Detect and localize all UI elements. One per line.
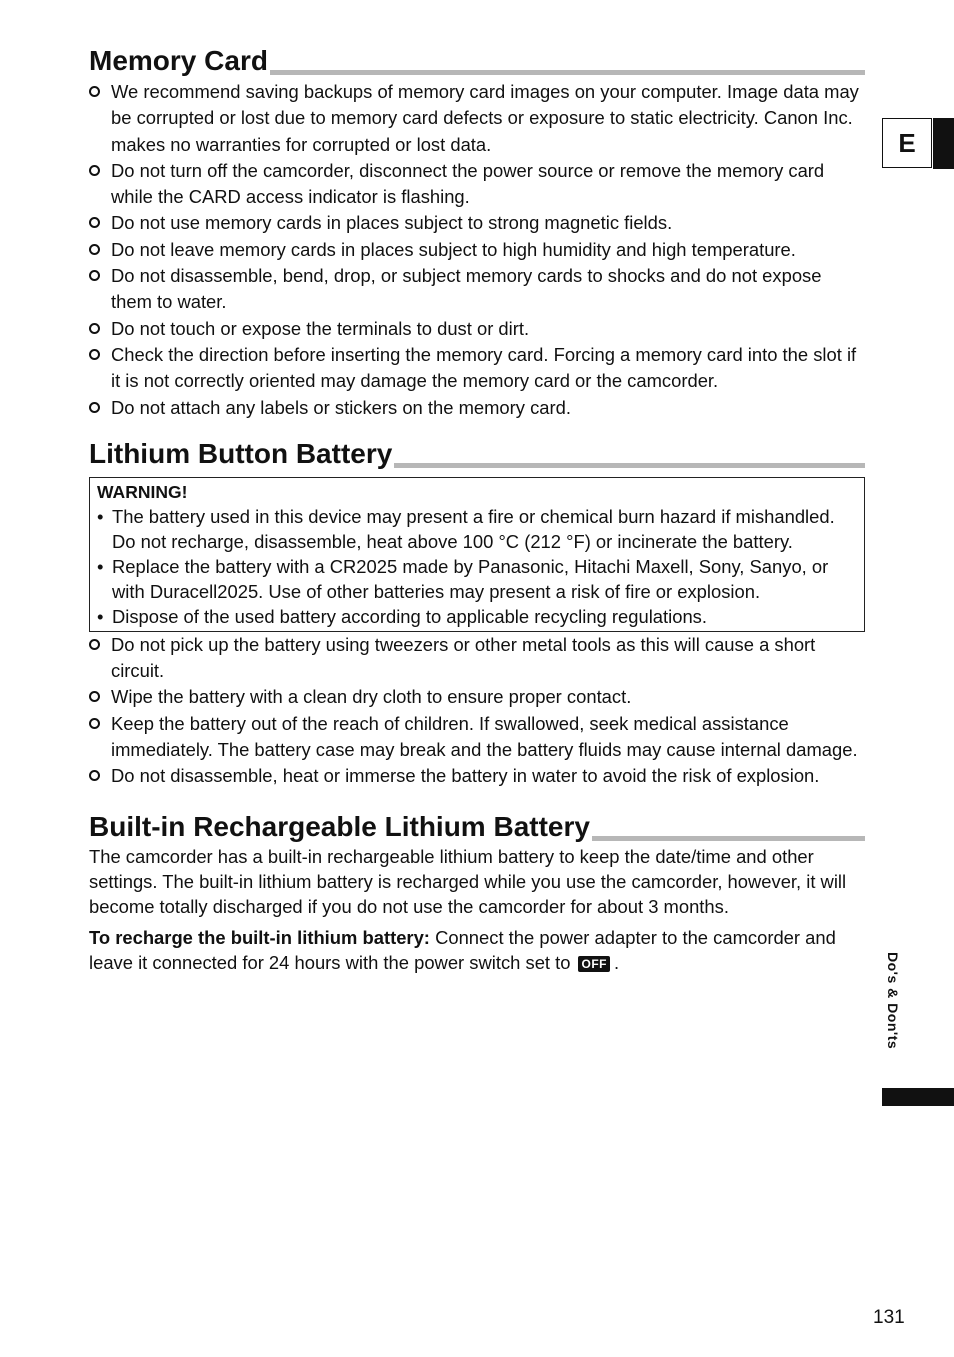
builtin-battery-paragraph: The camcorder has a built-in rechargeable lithium battery to keep the date/time and other settings. The built-in lithium battery is recharged while you use the camcorder, however, it will become totally discharged if you do not use the camcorder for about 3 months.: [89, 845, 847, 917]
warning-list: [97, 504, 856, 629]
list-item: Do not touch or expose the terminals to dust or dirt.: [89, 316, 865, 342]
recharge-text: Connect the power adapter to the camcorder and leave it connected for 24 hours with the power switch set to: [89, 926, 836, 973]
circle-bullet-icon: [89, 639, 100, 650]
list-item: Do not pick up the battery using tweezers or other metal tools as this will cause a short circuit.: [89, 632, 865, 685]
memory-card-list: [89, 79, 865, 421]
lithium-button-battery-heading: Lithium Button Battery: [89, 437, 865, 471]
list-item: Do not disassemble, heat or immerse the battery in water to avoid the risk of explosion.: [89, 763, 865, 789]
list-item: • Replace the battery with a CR2025 made by Panasonic, Hitachi Maxell, Sony, Sanyo, or with Duracell2025. Use of other batteries may present a risk of fire or explosion.: [97, 555, 829, 602]
circle-bullet-icon: [89, 691, 100, 702]
list-item: Keep the battery out of the reach of children. If swallowed, seek medical assistance immediately. The battery case may break and the battery fluids may cause internal damage.: [89, 711, 865, 764]
circle-bullet-icon: [89, 770, 100, 781]
list-item: We recommend saving backups of memory card images on your computer. Image data may be corrupted or lost due to memory card defects or exposure to static electricity. Canon Inc. makes no warranties for corrupted or lost data.: [89, 79, 865, 158]
bullet-dot: •: [97, 555, 104, 577]
period: .: [613, 951, 620, 973]
list-item: • The battery used in this device may present a fire or chemical burn hazard if mishandled. Do not recharge, disassemble, heat above 100 °C (212 °F) or incinerate the battery.: [97, 505, 835, 552]
lithium-button-list: [89, 632, 865, 790]
list-item: Do not leave memory cards in places subject to high humidity and high temperature.: [89, 237, 865, 263]
language-tab-letter: E: [882, 118, 932, 168]
bullet-dot: •: [97, 505, 104, 527]
list-item: Do not attach any labels or stickers on the memory card.: [89, 395, 865, 421]
circle-bullet-icon: [89, 165, 100, 176]
memory-card-heading: Memory Card: [89, 44, 865, 78]
list-item: • Dispose of the used battery according to applicable recycling regulations.: [97, 605, 707, 627]
circle-bullet-icon: [89, 86, 100, 97]
circle-bullet-icon: [89, 402, 100, 413]
list-item: Wipe the battery with a clean dry cloth to ensure proper contact.: [89, 684, 865, 710]
language-tab: [882, 118, 954, 168]
circle-bullet-icon: [89, 718, 100, 729]
circle-bullet-icon: [89, 244, 100, 255]
page-number: 131: [873, 1307, 905, 1328]
list-item: Check the direction before inserting the memory card. Forcing a memory card into the slot if it is not correctly oriented may damage the memory card or the camcorder.: [89, 342, 865, 395]
builtin-battery-heading: Built-in Rechargeable Lithium Battery: [89, 810, 865, 844]
circle-bullet-icon: [89, 323, 100, 334]
bullet-dot: •: [97, 605, 104, 627]
tab-bar: [933, 118, 954, 169]
warning-title: WARNING!: [97, 481, 188, 502]
list-item: Do not use memory cards in places subject to strong magnetic fields.: [89, 210, 865, 236]
circle-bullet-icon: [89, 217, 100, 228]
section-side-label: Do's & Don'ts: [885, 952, 901, 1050]
list-item: Do not disassemble, bend, drop, or subject memory cards to shocks and do not expose them to water.: [89, 263, 865, 316]
circle-bullet-icon: [89, 270, 100, 281]
warning-box: [89, 477, 865, 632]
off-mode-icon: OFF: [578, 956, 610, 972]
circle-bullet-icon: [89, 349, 100, 360]
recharge-label: To recharge the built-in lithium battery:: [89, 926, 430, 948]
recharge-instructions: [89, 925, 865, 975]
list-item: Do not turn off the camcorder, disconnect the power source or remove the memory card while the CARD access indicator is flashing.: [89, 158, 865, 211]
section-side-block: [882, 1088, 954, 1106]
page-content: [89, 44, 865, 975]
